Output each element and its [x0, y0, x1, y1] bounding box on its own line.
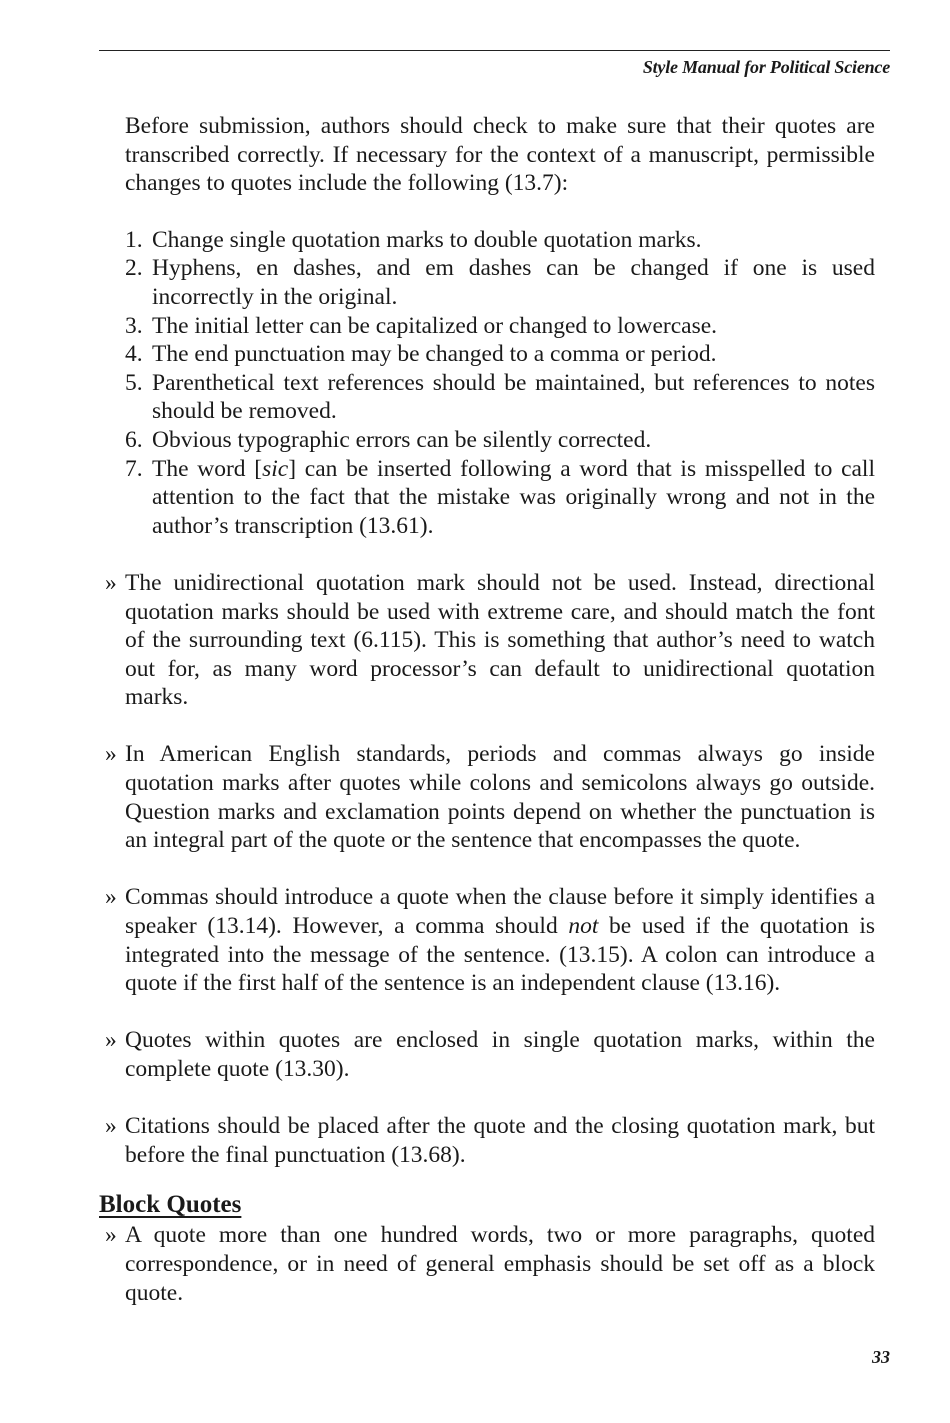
bullet-block-quote [99, 1221, 875, 1307]
intro-paragraph: Before submission, authors should check to make sure that their quotes are transcribed correctly. If necessary for the context of a manuscript, permissible changes to quotes include the following (13.7): [125, 113, 875, 197]
list-number: 3. [125, 312, 143, 339]
list-item-text: Obvious typographic errors can be silently corrected. [152, 426, 652, 453]
bullet-text-before: Commas should introduce a quote when the clause before it simply identifies a speaker (13.14). However, a comma should [125, 884, 875, 940]
bullet-text: In American English standards, periods and commas always go inside quotation marks after quotes while colons and semicolons always go outside. Question marks and exclamation points depend on whether the punctuation is an integral part of the quote or the sentence that encompasses the quote. [125, 741, 875, 854]
bullet-marker: » [105, 1222, 117, 1249]
block-quotes-heading: Block Quotes [99, 1191, 242, 1219]
bullet-marker: » [105, 741, 117, 768]
list-item-text: The initial letter can be capitalized or changed to lowercase. [152, 312, 718, 339]
sic-italic: sic [262, 455, 289, 482]
list-item-text: The end punctuation may be changed to a comma or period. [152, 341, 717, 368]
list-item [99, 369, 875, 426]
list-number: 4. [125, 341, 143, 368]
list-number: 5. [125, 369, 143, 396]
not-italic: not [568, 913, 599, 940]
list-item [99, 312, 875, 341]
list-item-text-before: The word [ [152, 455, 263, 482]
bullet-citations [99, 1112, 875, 1169]
bullet-text: Citations should be placed after the quote and the closing quotation mark, but before the final punctuation (13.68). [125, 1113, 875, 1168]
list-item-text: Change single quotation marks to double quotation marks. [152, 226, 702, 253]
bullet-marker: » [105, 1113, 117, 1140]
list-item [99, 254, 875, 311]
bullet-text: Quotes within quotes are enclosed in single quotation marks, within the complete quote (13.30). [125, 1027, 875, 1082]
page-number: 33 [872, 1347, 890, 1367]
list-number: 7. [125, 455, 143, 482]
bullet-american-punctuation [99, 740, 875, 854]
running-head: Style Manual for Political Science [642, 57, 890, 77]
list-number: 6. [125, 426, 143, 453]
permissible-changes-list [99, 226, 875, 541]
bullet-marker: » [105, 1027, 117, 1054]
list-item [99, 426, 875, 455]
bullet-marker: » [105, 884, 117, 911]
list-number: 2. [125, 255, 143, 282]
page-content [99, 112, 875, 1307]
list-item [99, 455, 875, 541]
bullet-marker: » [105, 569, 117, 596]
list-number: 1. [125, 226, 143, 253]
bullet-text: The unidirectional quotation mark should not be used. Instead, directional quotation marks should be used with extreme care, and should match the font of the surrounding text (6.115). This is something that author’s need to watch out for, as many word processor’s can default to unidirectional quotation marks. [125, 569, 875, 711]
header-rule [99, 50, 890, 51]
list-item [99, 340, 875, 369]
bullet-quotes-within-quotes [99, 1026, 875, 1083]
list-item-text: Hyphens, en dashes, and em dashes can be changed if one is used incorrectly in the original. [152, 255, 875, 310]
bullet-commas-introduce [99, 883, 875, 997]
list-item-text: Parenthetical text references should be maintained, but references to notes should be removed. [152, 369, 875, 425]
bullet-text: A quote more than one hundred words, two or more paragraphs, quoted correspondence, or in need of general emphasis should be set off as a block quote. [125, 1222, 875, 1306]
bullet-text-after: be used if the quotation is integrated into the message of the sentence. (13.15). A colon can introduce a quote if the first half of the sentence is an independent clause (13.16). [125, 913, 876, 997]
bullet-unidirectional-quotes [99, 569, 875, 712]
list-item [99, 226, 875, 255]
list-item-text-after: ] can be inserted following a word that is misspelled to call attention to the fact that the mistake was originally wrong and not in the author’s transcription (13.61). [152, 455, 875, 539]
